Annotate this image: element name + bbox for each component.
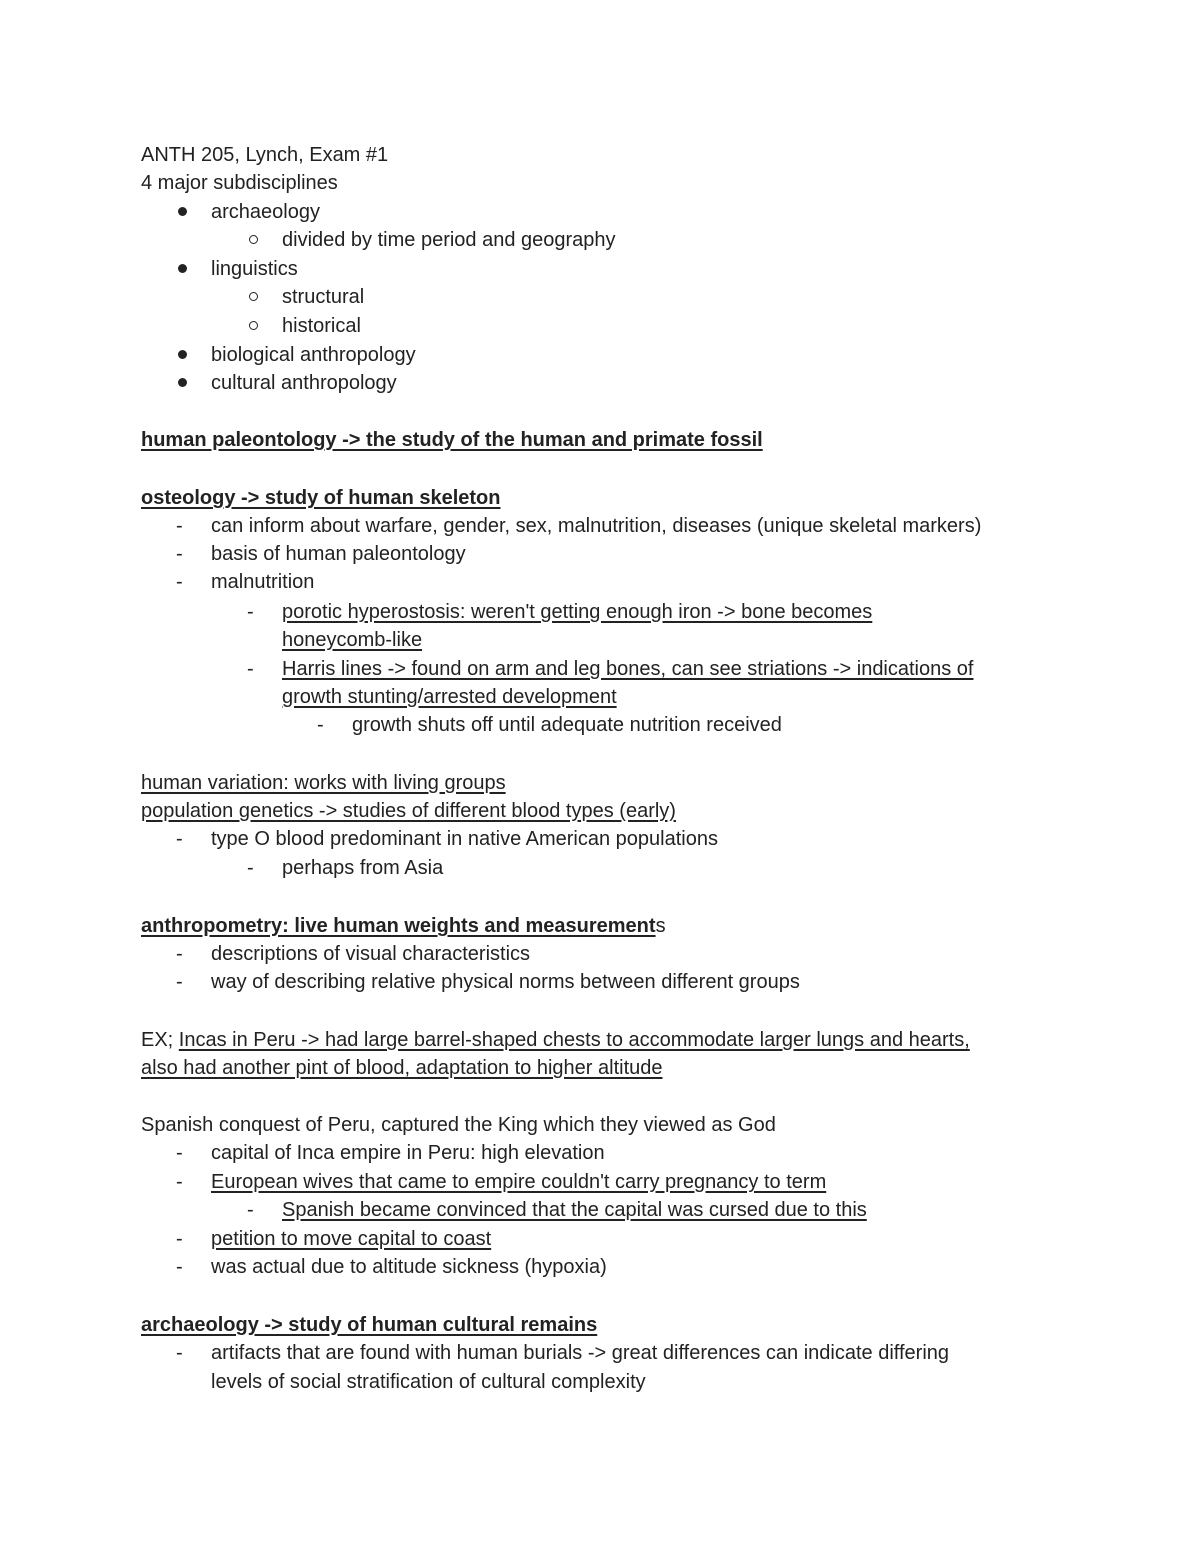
list-item: can inform about warfare, gender, sex, malnutrition, diseases (unique skeletal markers) xyxy=(211,515,982,537)
list-item: was actual due to altitude sickness (hypoxia) xyxy=(211,1256,607,1278)
sub-list-item: historical xyxy=(282,315,361,337)
section-heading: human paleontology -> the study of the human and primate fossil xyxy=(141,429,763,451)
list-item: type O blood predominant in native American populations xyxy=(211,828,718,850)
sub-list-item: Spanish became convinced that the capital was cursed due to this xyxy=(282,1199,867,1221)
bullet-disc-icon xyxy=(178,350,187,359)
bullet-circle-icon xyxy=(249,321,258,330)
document-title: ANTH 205, Lynch, Exam #1 xyxy=(141,144,389,166)
sub-list-item: Harris lines -> found on arm and leg bones, can see striations -> indications of xyxy=(282,658,974,680)
bullet-circle-icon xyxy=(249,292,258,301)
bullet-dash: - xyxy=(247,658,254,680)
list-heading: 4 major subdisciplines xyxy=(141,172,338,194)
list-item: European wives that came to empire couldn't carry pregnancy to term xyxy=(211,1171,827,1193)
list-item: way of describing relative physical norms between different groups xyxy=(211,971,800,993)
section-line: Spanish conquest of Peru, captured the King which they viewed as God xyxy=(141,1114,776,1136)
list-item: linguistics xyxy=(211,258,298,280)
list-item: biological anthropology xyxy=(211,344,416,366)
example-prefix: EX; xyxy=(141,1029,179,1051)
bullet-dash: - xyxy=(176,828,183,850)
section-line: population genetics -> studies of different blood types (early) xyxy=(141,800,676,822)
bullet-dash: - xyxy=(176,1228,183,1250)
sub-list-item: perhaps from Asia xyxy=(282,857,444,879)
sub-list-item: porotic hyperostosis: weren't getting enough iron -> bone becomes xyxy=(282,601,873,623)
section-line: human variation: works with living groups xyxy=(141,772,506,794)
bullet-circle-icon xyxy=(249,235,258,244)
bullet-dash: - xyxy=(176,571,183,593)
section-heading: archaeology -> study of human cultural remains xyxy=(141,1314,598,1336)
bullet-dash: - xyxy=(176,971,183,993)
section-heading: osteology -> study of human skeleton xyxy=(141,487,501,509)
sub-list-item-continued: honeycomb-like xyxy=(282,629,423,651)
section-heading-tail: s xyxy=(655,915,666,937)
list-item: artifacts that are found with human burials -> great differences can indicate differing xyxy=(211,1342,950,1364)
section-heading-bold: anthropometry: live human weights and measurement xyxy=(141,915,656,937)
section-heading xyxy=(141,914,666,938)
bullet-disc-icon xyxy=(178,207,187,216)
bullet-disc-icon xyxy=(178,264,187,273)
list-item-continued: levels of social stratification of cultural complexity xyxy=(211,1371,646,1393)
bullet-dash: - xyxy=(176,543,183,565)
sub-list-item: structural xyxy=(282,286,365,308)
list-item: malnutrition xyxy=(211,571,315,593)
bullet-dash: - xyxy=(317,714,324,736)
list-item: basis of human paleontology xyxy=(211,543,466,565)
example-text: Incas in Peru -> had large barrel-shaped chests to accommodate larger lungs and hearts, xyxy=(178,1029,970,1051)
bullet-dash: - xyxy=(176,1142,183,1164)
bullet-dash: - xyxy=(247,1199,254,1221)
list-item: archaeology xyxy=(211,201,320,223)
sub-sub-list-item: growth shuts off until adequate nutrition received xyxy=(352,714,782,736)
bullet-dash: - xyxy=(247,857,254,879)
list-item: petition to move capital to coast xyxy=(211,1228,492,1250)
bullet-dash: - xyxy=(176,943,183,965)
bullet-dash: - xyxy=(176,515,183,537)
list-item: cultural anthropology xyxy=(211,372,397,394)
example-line-continued: also had another pint of blood, adaptation to higher altitude xyxy=(141,1057,663,1079)
list-item: descriptions of visual characteristics xyxy=(211,943,531,965)
bullet-dash: - xyxy=(176,1256,183,1278)
example-line xyxy=(141,1028,970,1052)
sub-list-item: divided by time period and geography xyxy=(282,229,616,251)
list-item: capital of Inca empire in Peru: high elevation xyxy=(211,1142,605,1164)
bullet-dash: - xyxy=(176,1342,183,1364)
bullet-disc-icon xyxy=(178,378,187,387)
bullet-dash: - xyxy=(247,601,254,623)
sub-list-item-continued: growth stunting/arrested development xyxy=(282,686,617,708)
bullet-dash: - xyxy=(176,1171,183,1193)
